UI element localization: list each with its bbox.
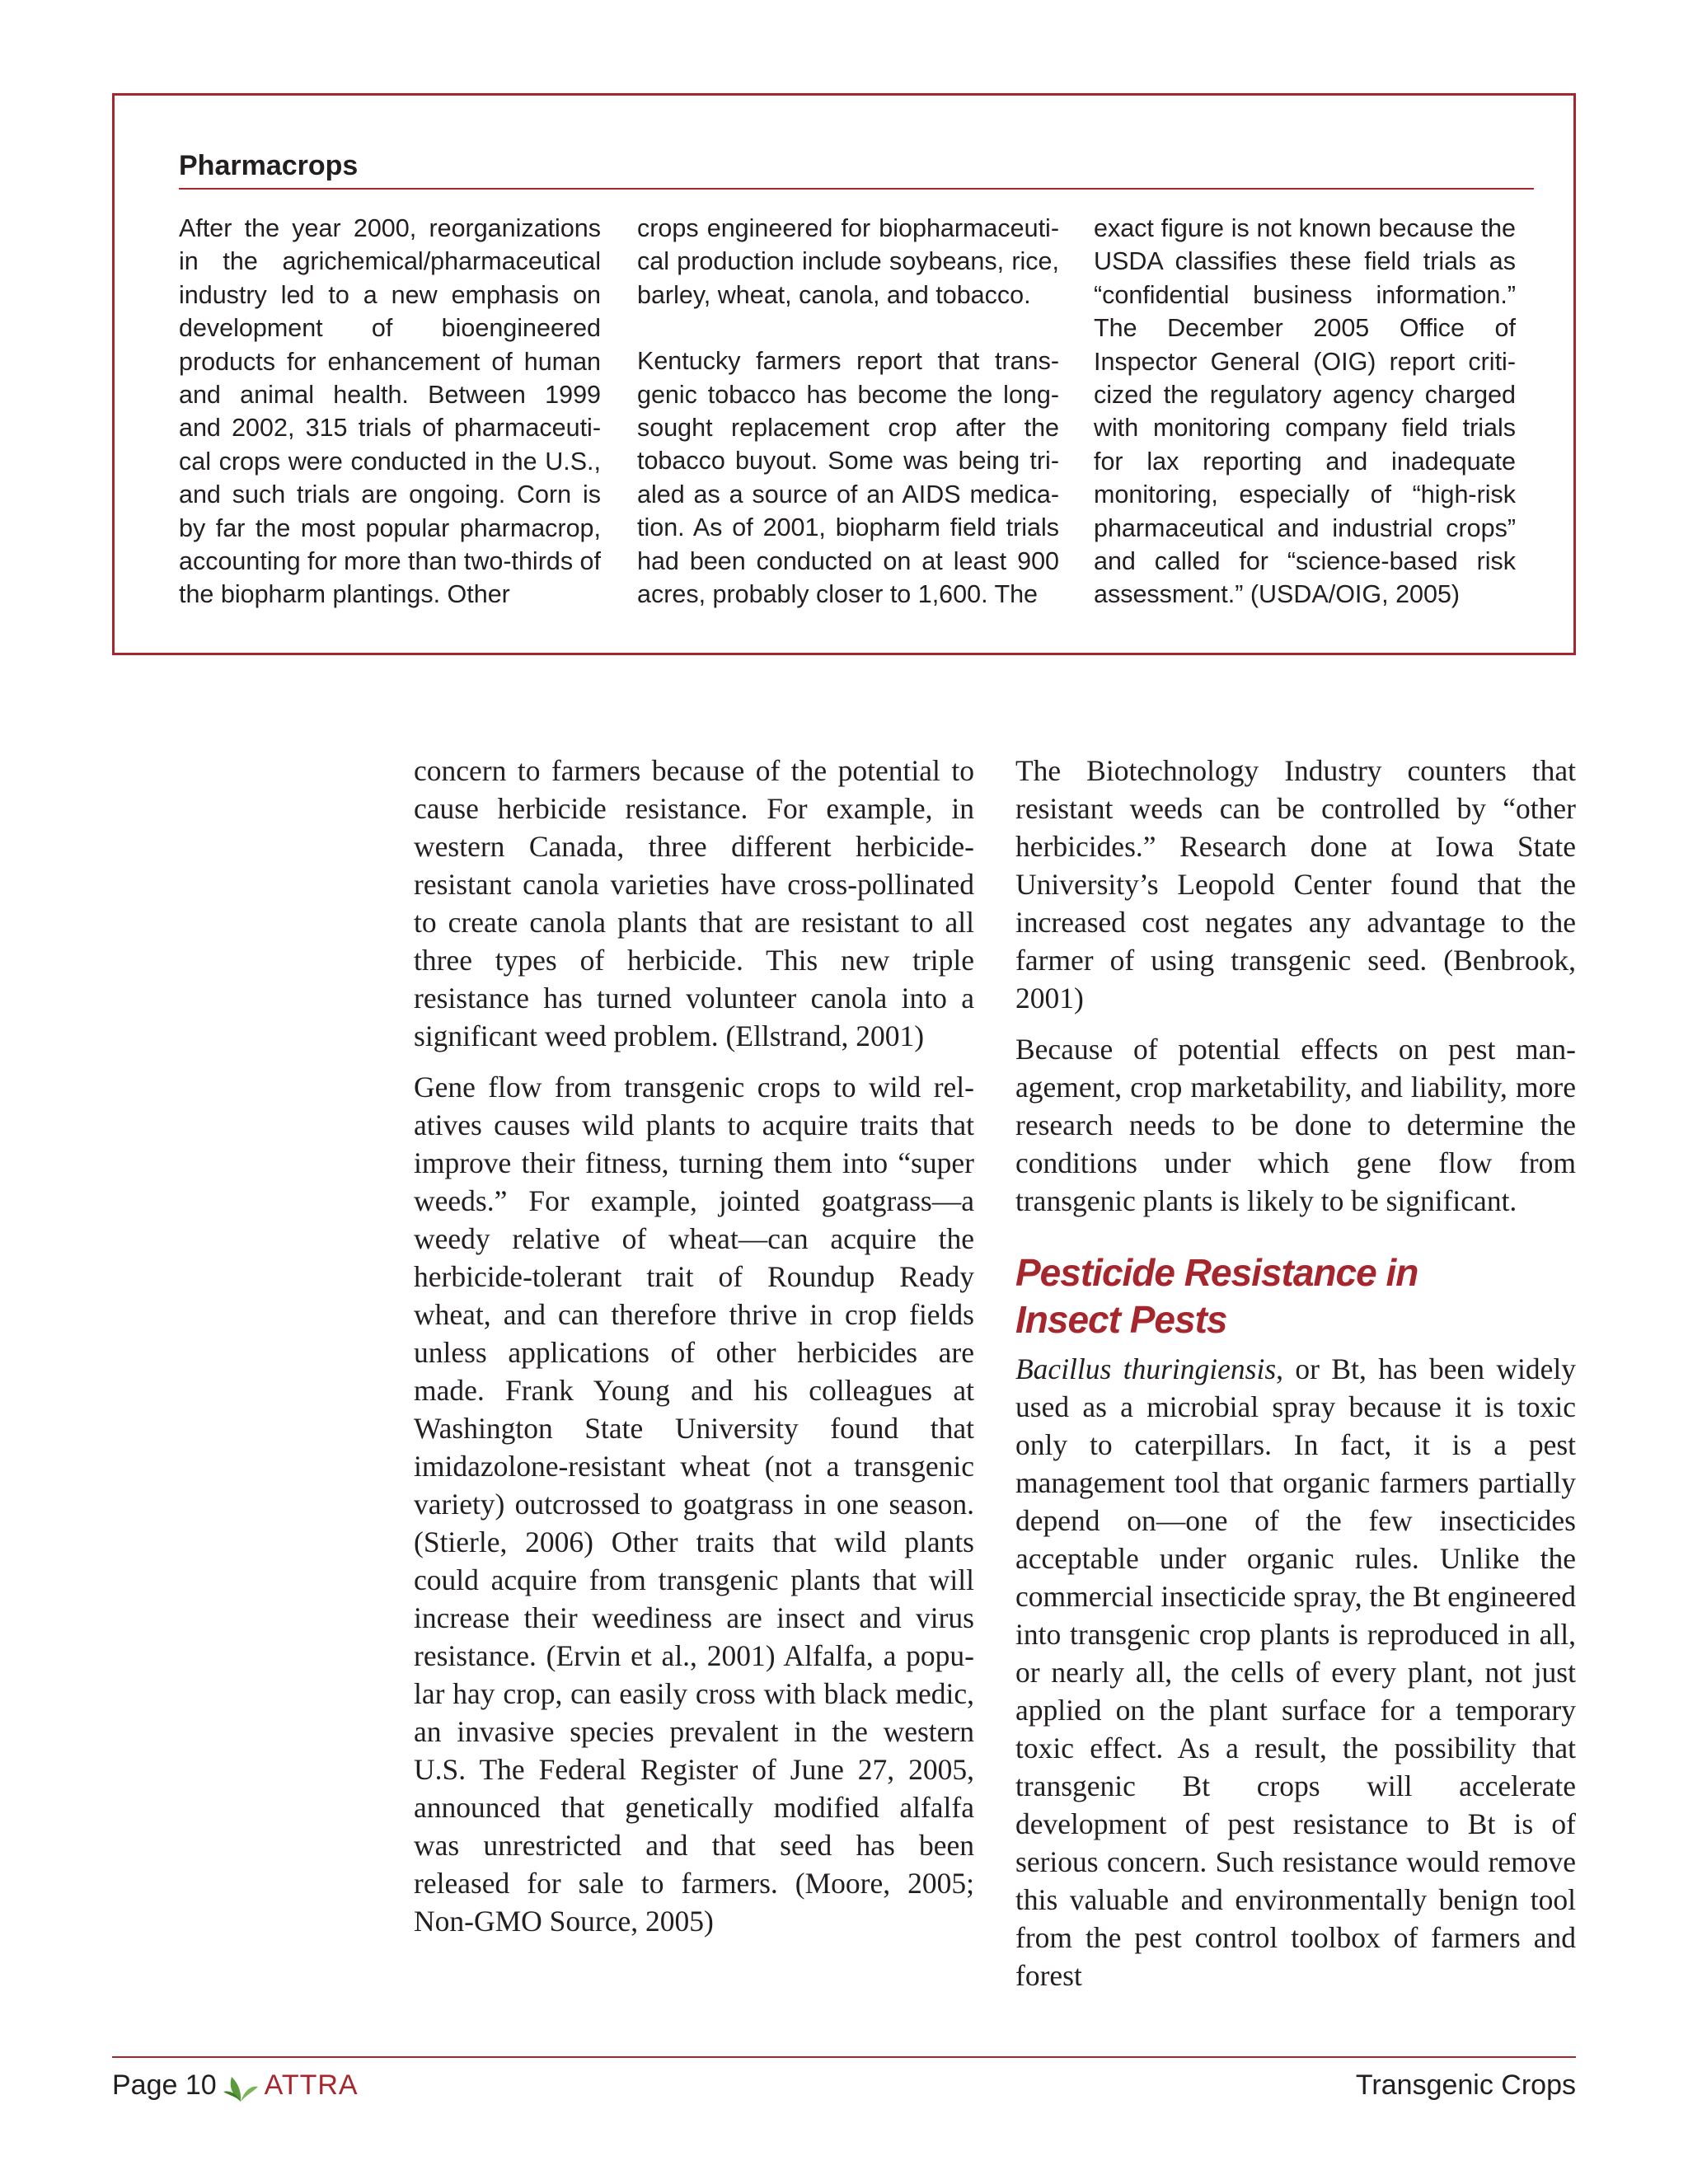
sidebar-paragraph: After the year 2000, reorganizations in the agrichemical/pharmaceutical industry led to a new emphasis on development of bioengineered products for enhancement of human and animal health. Between 1999 and 2002, 315 trials of pharmaceutical crops were conducted in the U.S., and such trials are ongoing. Corn is by far the most popular pharmacrop, accounting for more than two-thirds of the biopharm plantings. Other xyxy=(179,214,601,609)
sidebar-column-3 xyxy=(1094,212,1516,612)
page-number: Page 10 xyxy=(112,2069,217,2101)
leaf-logo-icon xyxy=(222,2070,260,2103)
section-heading xyxy=(1015,1249,1576,1343)
section-heading-line-2: Insect Pests xyxy=(1015,1298,1227,1341)
footer-left xyxy=(112,2064,359,2106)
body-paragraph xyxy=(1015,1350,1576,1994)
sidebar-paragraph: crops engineered for biopharmaceutical production include soybeans, rice, barley, wheat, canola, and tobacco. xyxy=(637,214,1059,309)
sidebar-paragraph: Kentucky farmers report that transgenic tobacco has become the long-sought replacement crop after the tobacco buyout. Some was being trialed as a source of an AIDS medication. As of 2001, biopharm field trials had been conducted on at least 900 acres, probably closer to 1,600. The xyxy=(637,347,1059,609)
pharmacrops-sidebar xyxy=(112,93,1576,655)
footer-rule xyxy=(112,2056,1576,2058)
species-name: Bacillus thuringiensis xyxy=(1015,1352,1277,1385)
body-paragraph: Because of potential effects on pest management, crop marketability, and liability, more research needs to be done to determine the conditions under which gene flow from transgenic plants is likely to be significant. xyxy=(1015,1033,1576,1217)
body-column-right xyxy=(1015,752,1576,2008)
sidebar-paragraph: exact figure is not known because the USDA classifies these field trials as “confidential business information.” The December 2005 Office of Inspector General (OIG) report criticized the regulatory agency charged with monitoring company field trials for lax reporting and inadequate monitoring, especially of “high-risk pharmaceutical and industrial crops” and called for “science-based risk assessment.” (USDA/OIG, 2005) xyxy=(1094,214,1516,609)
sidebar-column-2 xyxy=(637,212,1059,611)
sidebar-title: Pharmacrops xyxy=(179,148,1534,190)
body-paragraph: concern to farmers because of the potential to cause herbicide resistance. For example, in western Canada, three different herbicide-resistant canola varieties have cross-pollinated to create canola plants that are resistant to all three types of herbicide. This new triple resistance has turned volunteer canola into a significant weed problem. (Ellstrand, 2001) xyxy=(414,754,974,1052)
brand-name: ATTRA xyxy=(264,2069,359,2101)
page-footer xyxy=(112,2064,1576,2106)
body-column-left xyxy=(414,752,974,1953)
body-paragraph: Gene flow from transgenic crops to wild relatives causes wild plants to acquire traits that improve their fitness, turning them into “super weeds.” For example, jointed goatgrass—a weedy relative of wheat—can acquire the herbicide-tolerant trait of Roundup Ready wheat, and can therefore thrive in crop fields unless applications of other herbicides are made. Frank Young and his colleagues at Washington State University found that imidazolone-resistant wheat (not a transgenic variety) outcrossed to goatgrass in one season. (Stierle, 2006) Other traits that wild plants could acquire from transgenic plants that will increase their weediness are insect and virus resistance. (Ervin et al., 2001) Alfalfa, a popular hay crop, can easily cross with black medic, an invasive species prevalent in the western U.S. The Federal Register of June 27, 2005, announced that genetically modified alfalfa was unrestricted and that seed has been released for sale to farmers. (Moore, 2005; Non-GMO Source, 2005) xyxy=(414,1071,974,1938)
publication-title: Transgenic Crops xyxy=(1355,2069,1576,2101)
sidebar-column-1 xyxy=(179,212,601,612)
bt-paragraph-text: , or Bt, has been widely used as a microbial spray because it is toxic only to caterpillars. In fact, it is a pest management tool that organic farmers partially depend on—one of the few insecticides acceptable under organic rules. Unlike the commercial insecticide spray, the Bt engineered into transgenic crop plants is reproduced in all, or nearly all, the cells of every plant, not just applied on the plant surface for a temporary toxic effect. As a result, the possibility that transgenic Bt crops will accelerate development of pest resistance to Bt is of serious concern. Such resistance would remove this valuable and environmentally benign tool from the pest control toolbox of farmers and forest xyxy=(1015,1352,1576,1992)
section-heading-line-1: Pesticide Resistance in xyxy=(1015,1251,1418,1294)
body-paragraph: The Biotechnology Industry counters that resistant weeds can be controlled by “other herbicides.” Research done at Iowa State University’s Leopold Center found that the increased cost negates any advantage to the farmer of using transgenic seed. (Benbrook, 2001) xyxy=(1015,754,1576,1015)
